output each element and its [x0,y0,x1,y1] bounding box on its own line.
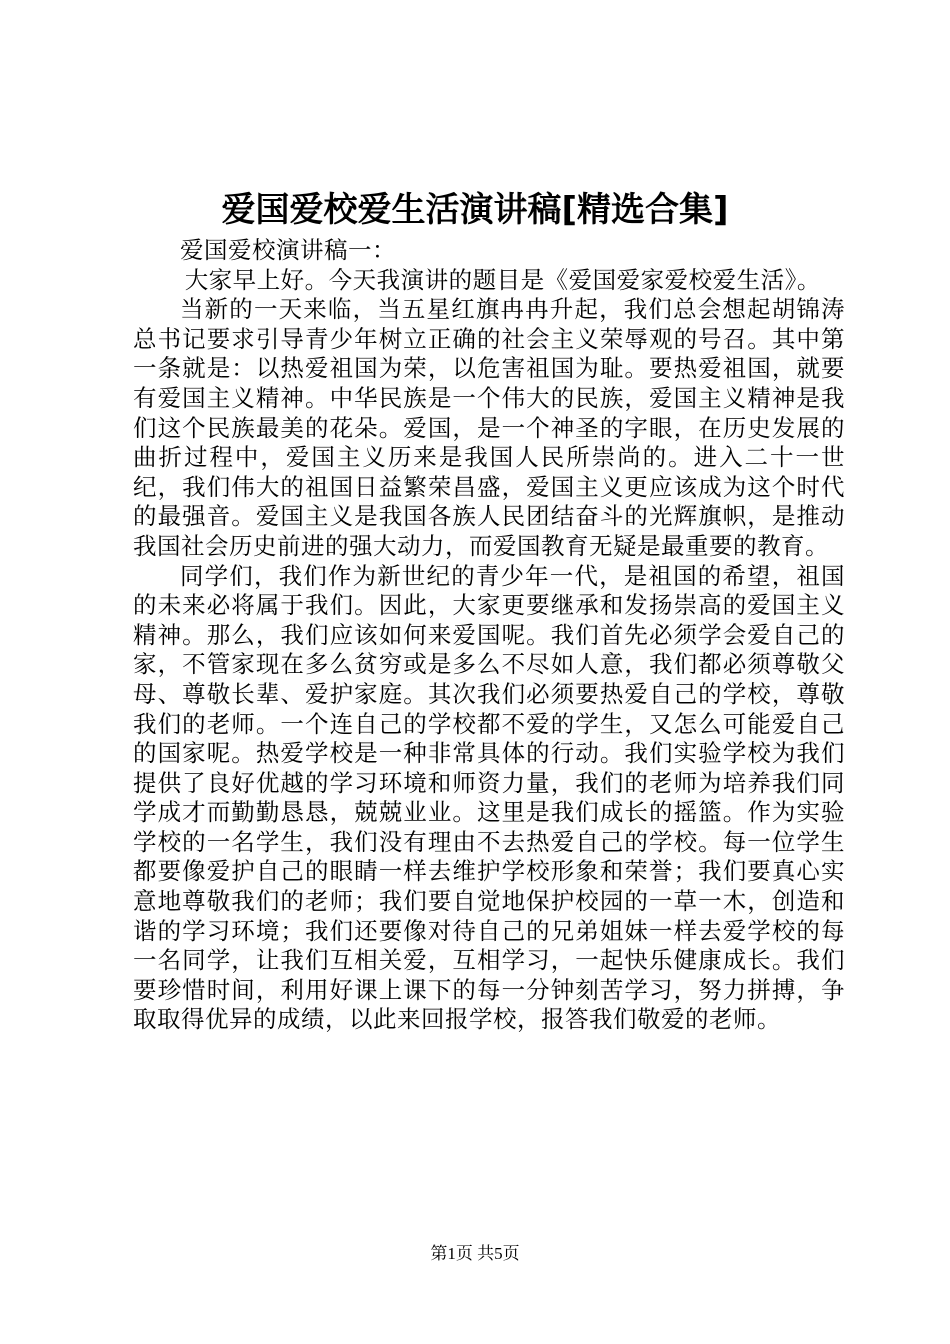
paragraph-greeting: 大家早上好。今天我演讲的题目是《爱国爱家爱校爱生活》。 [184,265,821,294]
paragraph-patriotism: 当新的一天来临，当五星红旗冉冉升起，我们总会想起胡锦涛总书记要求引导青少年树立正确的社会主义荣辱观的号召。其中第一条就是：以热爱祖国为荣，以危害祖国为耻。要热爱祖国，就要有爱国主义精神。中华民族是一个伟大的民族，爱国主义精神是我们这个民族最美的花朵。爱国，是一个神圣的字眼，在历史发展的曲折过程中，爱国主义历来是我国人民所崇尚的。进入二十一世纪，我们伟大的祖国日益繁荣昌盛，爱国主义更应该成为这个时代的最强音。爱国主义是我国各族人民团结奋斗的光辉旗帜，是推动我国社会历史前进的强大动力，而爱国教育无疑是最重要的教育。 [133,295,845,560]
document-body [133,236,845,1035]
section-subheading: 爱国爱校演讲稿一： [180,236,396,264]
paragraph-love-school: 同学们，我们作为新世纪的青少年一代，是祖国的希望，祖国的未来必将属于我们。因此，大家更要继承和发扬崇高的爱国主义精神。那么，我们应该如何来爱国呢。我们首先必须学会爱自己的家，不管家现在多么贫穷或是多么不尽如人意，我们都必须尊敬父母、尊敬长辈、爱护家庭。其次我们必须要热爱自己的学校，尊敬我们的老师。一个连自己的学校都不爱的学生，又怎么可能爱自己的国家呢。热爱学校是一种非常具体的行动。我们实验学校为我们提供了良好优越的学习环境和师资力量，我们的老师为培养我们同学成才而勤勤恳恳，兢兢业业。这里是我们成长的摇篮。作为实验学校的一名学生，我们没有理由不去热爱自己的学校。每一位学生都要像爱护自己的眼睛一样去维护学校形象和荣誉；我们要真心实意地尊敬我们的老师；我们要自觉地保护校园的一草一木，创造和谐的学习环境；我们还要像对待自己的兄弟姐妹一样去爱学校的每一名同学，让我们互相关爱，互相学习，一起快乐健康成长。我们要珍惜时间，利用好课上课下的每一分钟刻苦学习，努力拼搏，争取取得优异的成绩，以此来回报学校，报答我们敬爱的老师。 [133,561,845,1034]
page-number-footer: 第1页 共5页 [430,1244,520,1263]
page-title: 爱国爱校爱生活演讲稿[精选合集] [221,190,729,230]
